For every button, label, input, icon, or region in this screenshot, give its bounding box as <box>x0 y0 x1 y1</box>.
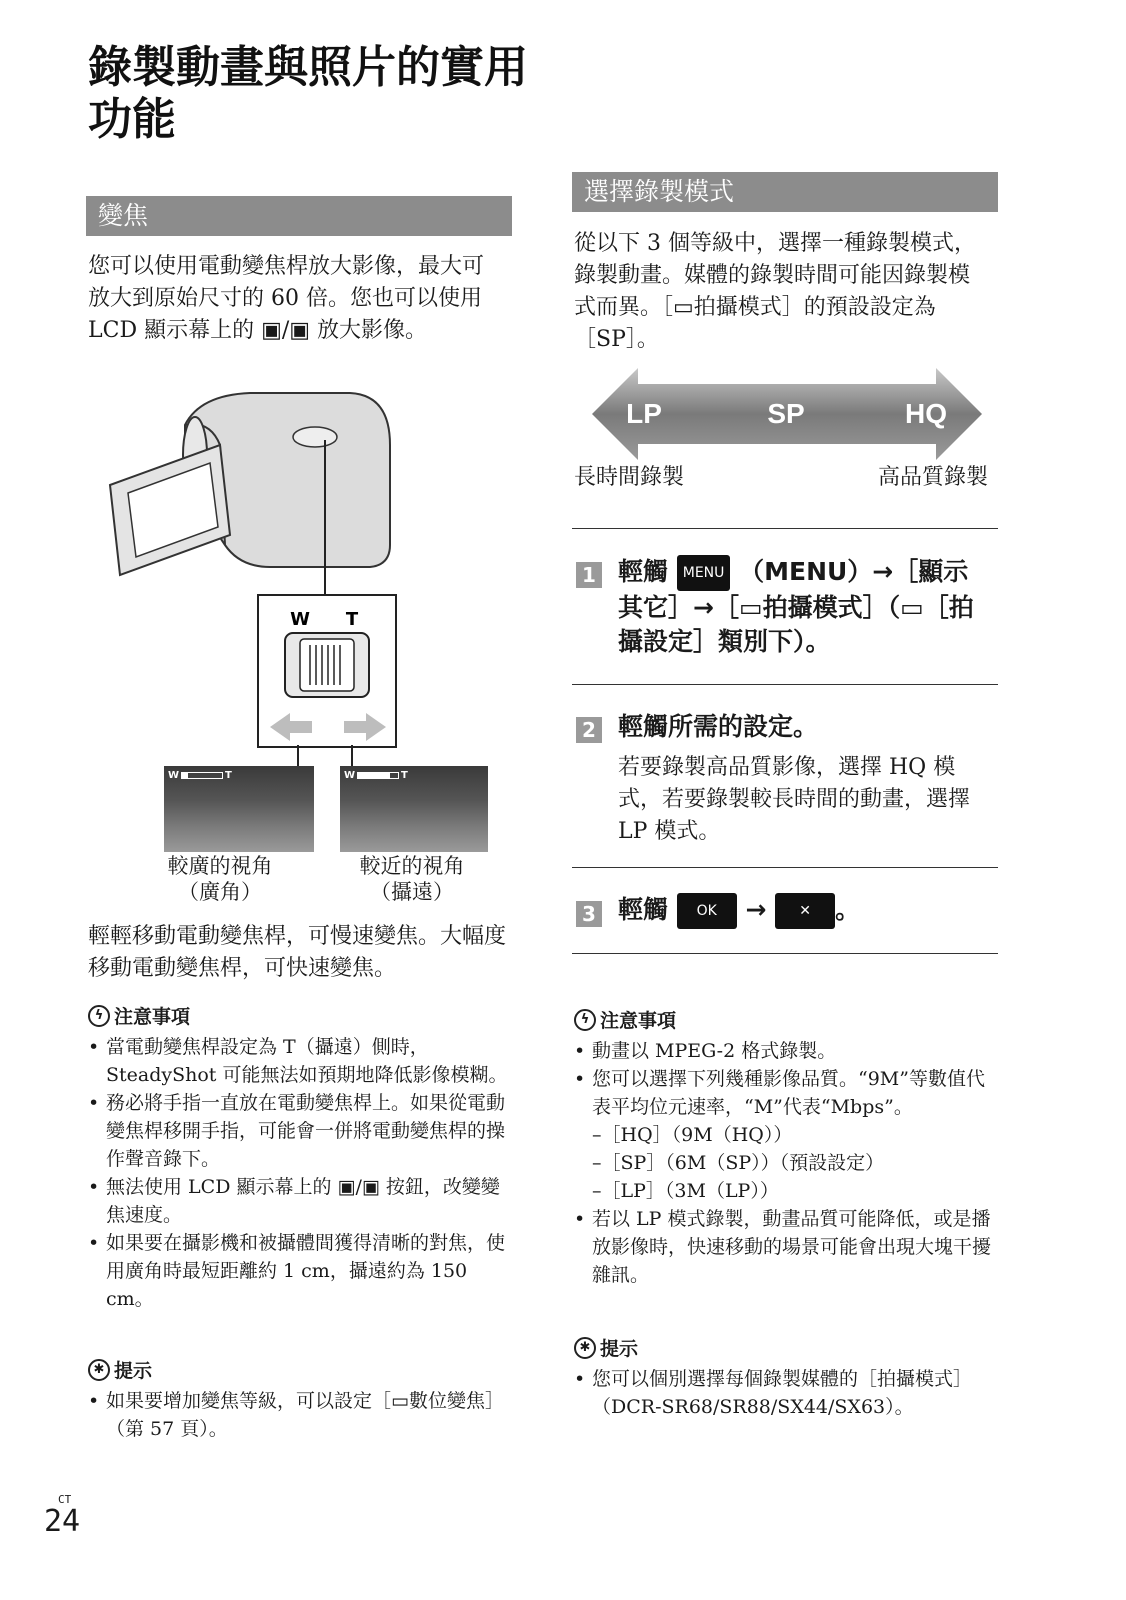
ok-button[interactable]: OK <box>677 893 737 929</box>
step-2-detail: 若要錄製高品質影像，選擇 HQ 模式，若要錄製較長時間的動畫，選擇 LP 模式。 <box>618 755 971 844</box>
step-1-pre: 輕觸 <box>618 557 669 586</box>
lightbulb-icon: ✱ <box>88 1359 110 1381</box>
lightbulb-icon: ✱ <box>574 1337 596 1359</box>
dial-w-label: W <box>290 609 310 630</box>
long-recording-label: 長時間錄製 <box>574 465 685 490</box>
thumb-t-2: T <box>401 770 408 781</box>
zoom-note-item: • 無法使用 LCD 顯示幕上的 ▣/▣ 按鈕，改變變焦速度。 <box>88 1173 513 1229</box>
thumb-w: W <box>168 770 180 781</box>
thumb-w-2: W <box>344 770 356 781</box>
mode-note-item: • 動畫以 MPEG-2 格式錄製。 <box>574 1037 994 1065</box>
arrow-label-lp: LP <box>626 398 662 429</box>
telephoto-photo <box>340 766 488 852</box>
zoom-intro: 您可以使用電動變焦桿放大影像，最大可放大到原始尺寸的 60 倍。您也可以使用 LCD 顯示幕上的 ▣/▣ 放大影像。 <box>88 254 485 343</box>
wide-angle-photo <box>164 766 314 852</box>
page-number-value: 24 <box>44 1504 81 1539</box>
step-3-number: 3 <box>576 901 602 927</box>
page-title: 錄製動畫與照片的實用功能 <box>88 42 528 145</box>
step-1 <box>618 555 988 659</box>
wide-caption-line1: 較廣的視角 <box>167 854 273 878</box>
caution-icon: ϟ <box>88 1005 110 1027</box>
mode-section-heading: 選擇錄製模式 <box>572 172 998 212</box>
step-3-pre: 輕觸 <box>618 895 669 924</box>
dial-t-label: T <box>345 609 359 630</box>
step-1-text: （MENU）→［顯示其它］→［▭拍攝模式］（▭［拍攝設定］類別下）。 <box>618 557 974 656</box>
thumb-t: T <box>225 770 232 781</box>
caution-icon: ϟ <box>574 1009 596 1031</box>
quality-option: –［SP］（6M（SP））（預設設定） <box>592 1152 885 1174</box>
zoom-note-item: • 當電動變焦桿設定為 T（攝遠）側時，SteadyShot 可能無法如預期地降低影像模糊。 <box>88 1033 513 1089</box>
language-code: CT <box>58 1493 72 1506</box>
step-3-post: 。 <box>835 895 861 924</box>
divider <box>572 867 998 868</box>
wide-caption-line2: （廣角） <box>178 880 262 904</box>
zoom-tip-item: • 如果要增加變焦等級，可以設定［▭數位變焦］（第 57 頁）。 <box>88 1387 513 1443</box>
step-3-arrow: → <box>745 895 767 924</box>
step-2-number: 2 <box>576 717 602 743</box>
divider <box>572 953 998 954</box>
arrow-label-hq: HQ <box>905 398 947 429</box>
zoom-notes-heading: 注意事項 <box>114 1006 191 1028</box>
tele-caption-line2: （攝遠） <box>370 880 454 904</box>
mode-tips-heading: 提示 <box>600 1338 639 1360</box>
quality-arrow <box>592 368 982 460</box>
mode-note-item: • 您可以選擇下列幾種影像品質。“9M”等數值代表平均位元速率，“M”代表“Mbps”。 <box>574 1065 994 1121</box>
step-1-number: 1 <box>576 562 602 588</box>
mode-note-item: • 若以 LP 模式錄製，動畫品質可能降低，或是播放影像時，快速移動的場景可能會出現大塊干擾雜訊。 <box>574 1205 994 1289</box>
mode-notes <box>574 1006 994 1289</box>
quality-option: –［HQ］（9M（HQ）） <box>592 1124 793 1146</box>
page-number <box>44 1494 80 1538</box>
menu-button[interactable]: MENU <box>677 555 731 591</box>
divider <box>572 528 998 529</box>
mode-tips <box>574 1334 994 1421</box>
zoom-note-item: • 如果要在攝影機和被攝體間獲得清晰的對焦，使用廣角時最短距離約 1 cm，攝遠約為 150 cm。 <box>88 1229 513 1313</box>
zoom-tips <box>88 1356 513 1443</box>
arrow-label-sp: SP <box>767 398 805 429</box>
quality-option: –［LP］（3M（LP）） <box>592 1180 779 1202</box>
close-button[interactable]: ✕ <box>775 893 835 929</box>
step-3 <box>618 893 988 929</box>
zoom-tips-heading: 提示 <box>114 1360 153 1382</box>
divider <box>572 684 998 685</box>
mode-notes-heading: 注意事項 <box>600 1010 677 1032</box>
mode-tip-item: • 您可以個別選擇每個錄製媒體的［拍攝模式］（DCR-SR68/SR88/SX44/SX63）。 <box>574 1365 994 1421</box>
camcorder-illustration <box>100 385 430 755</box>
zoom-section-heading: 變焦 <box>86 196 512 236</box>
zoom-note-item: • 務必將手指一直放在電動變焦桿上。如果從電動變焦桿移開手指，可能會一併將電動變焦桿的操作聲音錄下。 <box>88 1089 513 1173</box>
zoom-notes <box>88 1002 513 1313</box>
zoom-body-text: 輕輕移動電動變焦桿，可慢速變焦。大幅度移動電動變焦桿，可快速變焦。 <box>88 924 507 981</box>
mode-intro: 從以下 3 個等級中，選擇一種錄製模式，錄製動畫。媒體的錄製時間可能因錄製模式而異。［▭拍攝模式］的預設設定為［SP］。 <box>574 231 976 352</box>
tele-caption-line1: 較近的視角 <box>359 854 465 878</box>
high-quality-label: 高品質錄製 <box>878 465 989 490</box>
step-2-text: 輕觸所需的設定。 <box>618 712 819 741</box>
